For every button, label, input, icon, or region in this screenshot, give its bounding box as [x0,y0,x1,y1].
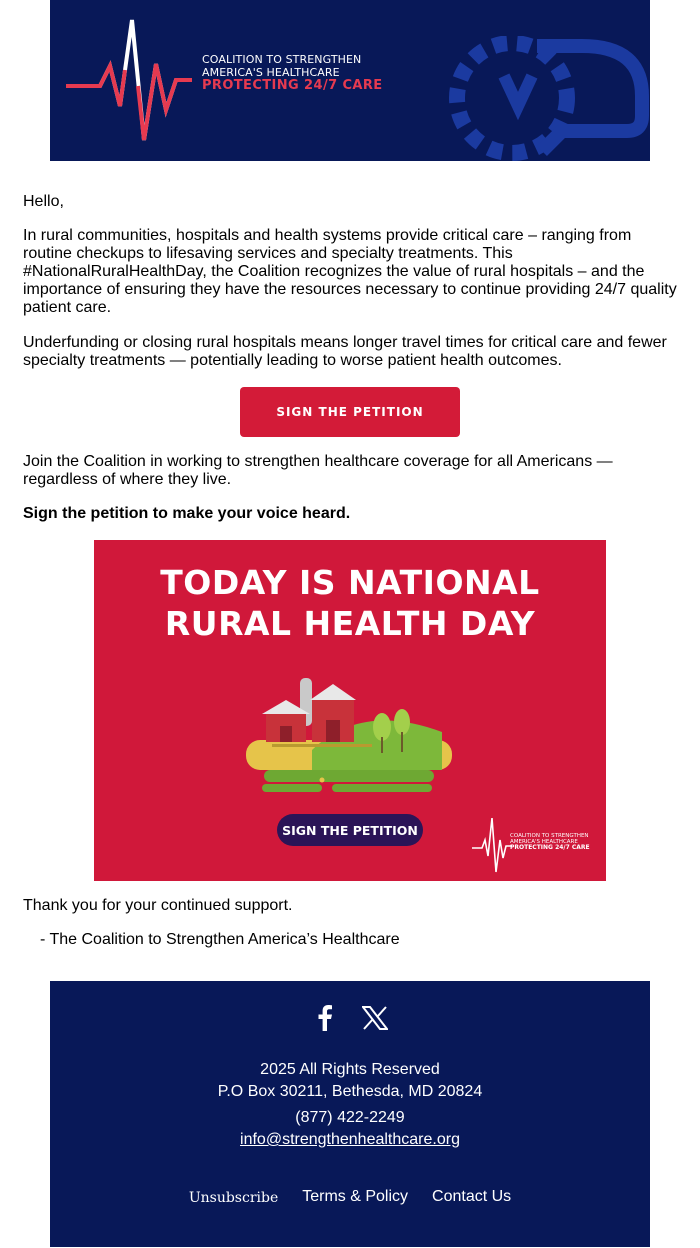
banner-sign-petition-button[interactable]: SIGN THE PETITION [277,814,423,846]
mini-logo-line1: COALITION TO STRENGTHEN [510,833,589,839]
logo-tagline: PROTECTING 24/7 CARE [202,78,383,93]
logo-line2: AMERICA'S HEALTHCARE [202,66,340,79]
pulse-logo-icon [64,18,194,143]
banner-headline-line1: TODAY IS NATIONAL [160,563,540,602]
logo-line1: COALITION TO STRENGTHEN [202,53,362,66]
paragraph-underfunding: Underfunding or closing rural hospitals means longer travel times for critical care and fewer specialty treatments — potentially leading to worse patient health outcomes. [23,334,667,369]
banner-headline-line2: RURAL HEALTH DAY [164,604,536,643]
footer [50,981,650,1247]
mini-logo-line2: AMERICA'S HEALTHCARE [510,839,578,845]
copyright-text: 2025 All Rights Reserved [260,1061,440,1078]
email-link[interactable]: info@strengthenhealthcare.org [240,1131,460,1148]
social-links [50,1003,650,1033]
logo-wordmark [202,53,383,92]
paragraph-join: Join the Coalition in working to strengthen healthcare coverage for all Americans — regardless of where they live. [23,453,613,488]
paragraph-intro: In rural communities, hospitals and health systems provide critical care – ranging from routine checkups to lifesaving services and specialty treatments. This #NationalRuralHealthDay, the Coalition recognizes the value of rural hospitals – and the importance of ensuring they have the resources necessary to continue providing 24/7 quality patient care. [23,227,677,316]
decorative-clock-icon [442,36,650,161]
footer-links [50,1188,650,1208]
mini-pulse-logo-icon [472,818,512,874]
farm-illustration [242,672,457,797]
call-to-action-text: Sign the petition to make your voice heard. [23,505,351,522]
header-banner [50,0,650,161]
signature: - The Coalition to Strengthen America’s Healthcare [40,931,400,948]
sign-petition-button[interactable]: SIGN THE PETITION [240,387,460,437]
thanks-text: Thank you for your continued support. [23,897,293,914]
greeting: Hello, [23,193,64,210]
mini-logo-tagline: PROTECTING 24/7 CARE [510,844,590,851]
facebook-icon[interactable] [312,1003,338,1033]
banner-headline [94,562,606,644]
phone-number: (877) 422-2249 [295,1109,405,1126]
x-icon[interactable] [362,1003,388,1033]
terms-policy-link[interactable]: Terms & Policy [302,1188,409,1205]
mailing-address: P.O Box 30211, Bethesda, MD 20824 [217,1083,483,1100]
contact-us-link[interactable]: Contact Us [432,1188,512,1205]
unsubscribe-link[interactable]: Unsubscribe [188,1190,279,1206]
rural-health-day-banner[interactable] [94,540,606,881]
mini-logo-wordmark [510,833,590,851]
